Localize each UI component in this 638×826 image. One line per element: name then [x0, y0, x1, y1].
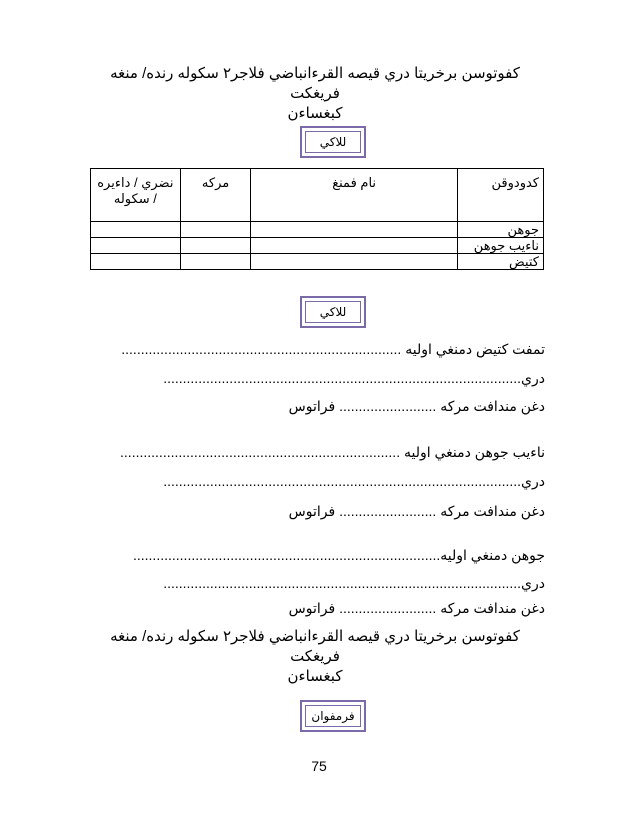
heading-2-line-1: كفوتوسن برخريتا دري قيصه القرءانباضي فلاجر٢ سكوله رنده/ منغه فريغكت	[110, 628, 520, 665]
table-row	[91, 238, 544, 254]
heading-2-line-2: كبغساءن	[287, 668, 343, 685]
header-code: كدودوقن	[457, 169, 543, 222]
header-mark: مركه	[180, 169, 251, 222]
entry-3-line-3: دغن مندافت مركه ......................... فراتوس	[288, 600, 545, 616]
table-header-row	[91, 169, 544, 222]
row-type-cell[interactable]	[91, 222, 181, 238]
row-mark-cell[interactable]	[180, 254, 251, 270]
table-row	[91, 222, 544, 238]
label-box-1	[300, 126, 366, 158]
row-type-cell[interactable]	[91, 238, 181, 254]
label-box-1-text: للاكي	[319, 135, 347, 149]
row-name-cell[interactable]	[251, 238, 457, 254]
row-name-cell[interactable]	[251, 222, 457, 238]
entry-1-line-3: دغن مندافت مركه ......................... فراتوس	[288, 398, 545, 414]
entry-2-line-3: دغن مندافت مركه ......................... فراتوس	[288, 503, 545, 519]
label-box-3-text: فرمفوان	[311, 709, 355, 723]
position-table	[90, 168, 544, 270]
row-type-cell[interactable]	[91, 254, 181, 270]
entry-3-line-1: جوهن دمنغي اوليه...............................................................................	[132, 547, 545, 563]
label-box-3	[300, 700, 366, 732]
row-position-label: جوهن	[457, 222, 543, 238]
label-box-2-text: للاكي	[319, 305, 347, 319]
entry-2-line-1: ناءيب جوهن دمنغي اوليه ........................................................................	[120, 444, 545, 460]
row-position-label: ناءيب جوهن	[457, 238, 543, 254]
row-mark-cell[interactable]	[180, 238, 251, 254]
table-row	[91, 254, 544, 270]
entry-1-line-2: دري............................................................................................	[163, 370, 545, 386]
row-position-label: كتيض	[457, 254, 543, 270]
entry-2-line-2: دري............................................................................................	[163, 473, 545, 489]
row-mark-cell[interactable]	[180, 222, 251, 238]
heading-1-line-1: كفوتوسن برخريتا دري قيصه القرءانباضي فلاجر٢ سكوله رنده/ منغه فريغكت	[110, 65, 520, 102]
heading-1-line-2: كبغساءن	[287, 105, 343, 122]
row-name-cell[interactable]	[251, 254, 457, 270]
entry-1-line-1: تمفت كتيض دمنغي اوليه ........................................................................	[121, 341, 545, 357]
header-name: نام فمنغ	[251, 169, 457, 222]
header-type: نضري / داءيره / سكوله	[91, 169, 181, 222]
entry-3-line-2: دري............................................................................................	[163, 575, 545, 591]
page-number: 75	[311, 758, 327, 774]
label-box-2	[300, 296, 366, 328]
heading-1	[90, 64, 540, 124]
heading-2	[90, 627, 540, 687]
